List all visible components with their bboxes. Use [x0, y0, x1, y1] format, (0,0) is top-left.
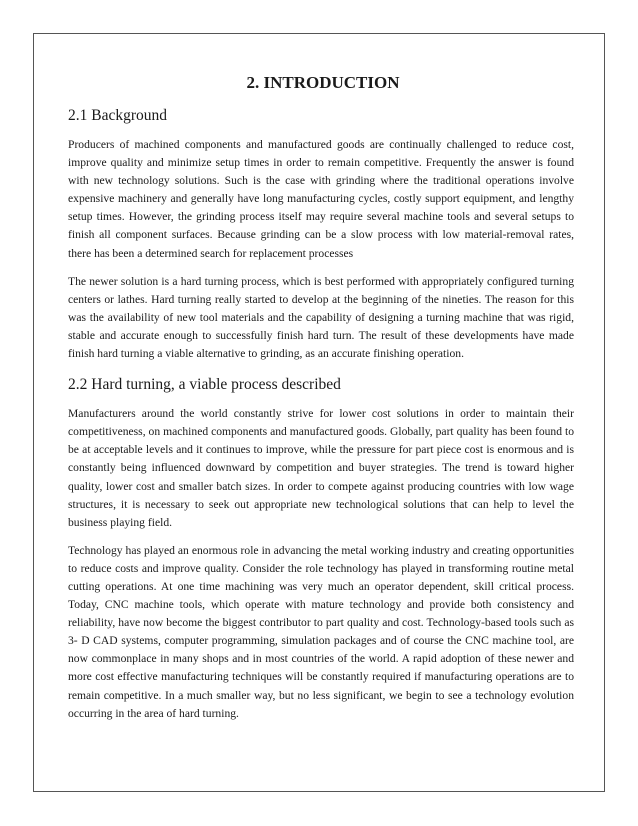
paragraph: Producers of machined components and manufactured goods are continually challenged to reduce cost, improve quality and minimize setup times in order to remain competitive. Frequently the answer is found with new technology solutions. Such is the case with grinding where the traditional operations involve expensive machinery and generally have long manufacturing cycles, costly support equipment, and lengthy setup times. However, the grinding process itself may require several machine tools and several setups to finish all component surfaces. Because grinding can be a slow process with low material-removal rates, there has been a determined search for replacement processes [68, 138, 574, 260]
document-page [68, 72, 574, 733]
paragraph: Technology has played an enormous role in advancing the metal working industry and creating opportunities to reduce costs and improve quality. Consider the role technology has played in transforming routine metal cutting operations. At one time machining was very much an operator dependent, skill critical process. Today, CNC machine tools, which operate with mature technology and provide both consistency and reliability, have now become the biggest contributor to part quality and cost. Technology-based tools such as 3- D CAD systems, computer programming, simulation packages and of course the CNC machine tool, are now commonplace in many shops and in most countries of the world. A rapid adoption of these newer and more cost effective manufacturing techniques will be constantly required if manufacturing operations are to remain competitive. In a much smaller way, but no less significant, we begin to see a technology evolution occurring in the area of hard turning. [68, 543, 574, 720]
chapter-title: 2. INTRODUCTION [246, 73, 400, 92]
section-heading-hard-turning: 2.2 Hard turning, a viable process described [68, 376, 341, 394]
paragraph: Manufacturers around the world constantly strive for lower cost solutions in order to maintain their competitiveness, on machined components and manufactured goods. Globally, part quality has been found to be at acceptable levels and it continues to improve, while the pressure for part piece cost is enormous and is constantly being influenced downward by competition and buyer strategies. The trend is toward higher quality, lower cost and smaller batch sizes. In order to compete against producing countries with low wage structures, it is necessary to seek out appropriate new technological solutions that can help to level the business playing field. [68, 407, 574, 529]
section-heading-background: 2.1 Background [68, 107, 168, 124]
paragraph: The newer solution is a hard turning process, which is best performed with appropriately configured turning centers or lathes. Hard turning really started to develop at the beginning of the nineties. The reason for this was the availability of new tool materials and the capability of designing a turning machine that was rigid, stable and accurate enough to successfully finish hard turn. The result of these developments have made finish hard turning a viable alternative to grinding, as an accurate finishing operation. [68, 274, 574, 361]
